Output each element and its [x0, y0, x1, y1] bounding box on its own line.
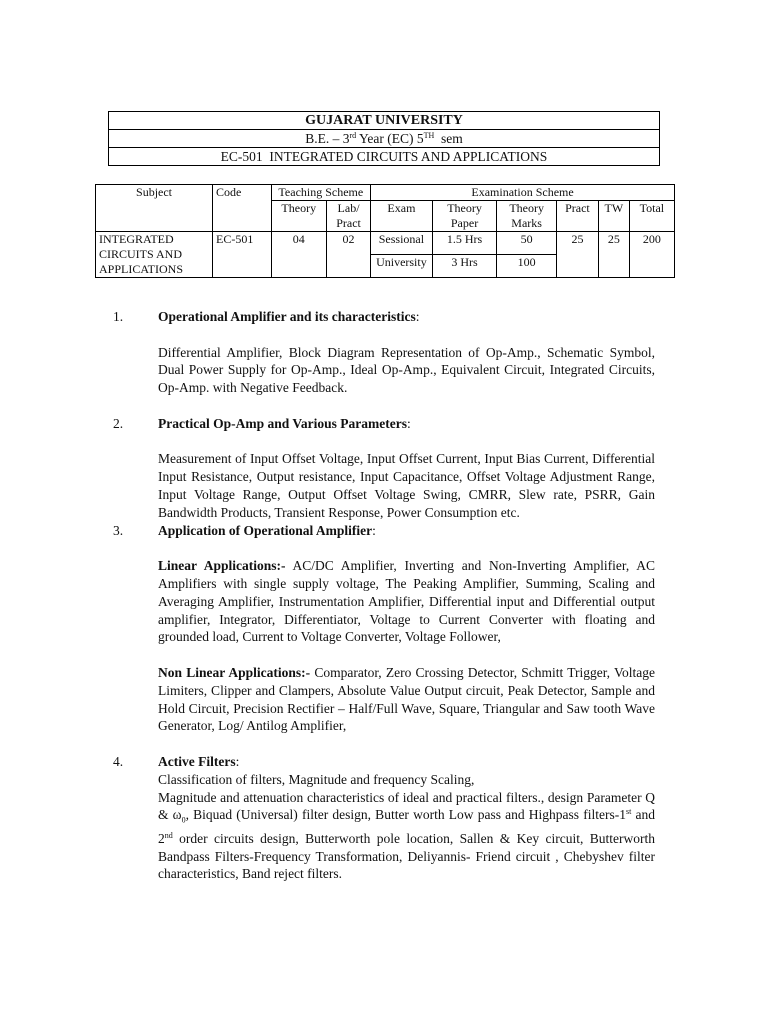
linear-applications — [113, 557, 655, 646]
linear-applications-label: Linear Applications:- — [158, 558, 286, 574]
section-1-body: Differential Amplifier, Block Diagram Representation of Op-Amp., Schematic Symbol, Dual Power Supply for Op-Amp., Ideal Op-Amp., Equivalent Circuit, Integrated Circuits, Op-Amp. with Negative Feedback. — [158, 344, 655, 396]
section-4-body — [113, 789, 655, 884]
course-mid: Year (EC) 5 — [356, 131, 424, 146]
course-line — [109, 130, 660, 148]
header-lab-pract: Lab/ Pract — [326, 201, 370, 232]
header-subject: Subject — [96, 185, 213, 232]
cell-code: EC-501 — [213, 232, 272, 278]
nonlinear-applications — [113, 664, 655, 735]
course-sup-th: TH — [423, 131, 435, 140]
header-total: Total — [629, 201, 674, 232]
cell-theory: 04 — [271, 232, 326, 278]
section-number: 1. — [113, 309, 124, 324]
course-sup-rd: rd — [349, 131, 357, 140]
section-number: 3. — [113, 522, 124, 538]
header-tw: TW — [598, 201, 629, 232]
course-suffix: sem — [434, 131, 463, 146]
section-4-line-1: Classification of filters, Magnitude and frequency Scaling, — [158, 771, 475, 787]
sup-nd: nd — [164, 830, 173, 840]
header-pract: Pract — [556, 201, 598, 232]
header-examination-scheme: Examination Scheme — [371, 185, 675, 201]
cell-paper-sessional: 1.5 Hrs — [432, 232, 497, 255]
section-1-heading: 1. Operational Amplifier and its characteristics: — [113, 309, 420, 324]
linear-applications-text: AC/DC Amplifier, Inverting and Non-Inverting Amplifier, AC Amplifiers with single supply voltage, The Peaking Amplifier, Summing, Scaling and Averaging Amplifier, Instrumentation Amplifier, Differential input and Differential output amplifier, Integrator, Differentiator, Voltage to Current Converter with floating and grounded load, Current to Voltage Converter, Voltage Follower, — [158, 558, 655, 645]
section-title: Application of Operational Amplifier — [158, 522, 373, 538]
section-title: Practical Op-Amp and Various Parameters — [158, 415, 407, 431]
header-table — [108, 111, 660, 166]
nonlinear-applications-label: Non Linear Applications:- — [158, 664, 311, 680]
section-4-text-c: and 2 — [158, 807, 656, 846]
cell-pract: 25 — [556, 232, 598, 278]
course-prefix: B.E. – 3 — [305, 131, 350, 146]
header-code: Code — [213, 185, 272, 232]
cell-exam-sessional: Sessional — [371, 232, 433, 255]
subject-line: EC-501 INTEGRATED CIRCUITS AND APPLICATIONS — [109, 148, 660, 166]
section-number: 4. — [113, 753, 124, 769]
section-title: Operational Amplifier and its characteristics — [158, 309, 416, 324]
cell-subject: INTEGRATED CIRCUITS AND APPLICATIONS — [96, 232, 213, 278]
section-4-text-d: order circuits design, Butterworth pole location, Sallen & Key circuit, Butterworth Bandpass Filters-Frequency Transformation, Deliyannis- Friend circuit , Chebyshev filter characteristics, Band reject filters. — [158, 830, 655, 882]
section-4-text-b: , Biquad (Universal) filter design, Butter worth Low pass and Highpass filters-1 — [185, 807, 626, 823]
section-2-body: Measurement of Input Offset Voltage, Input Offset Current, Input Bias Current, Differential Input Resistance, Output resistance, Input Capacitance, Offset Voltage Adjustment Range, Input Voltage Range, Output Offset Voltage Swing, CMRR, Slew rate, PSRR, Gain Bandwidth Products, Transient Response, Power Consumption etc. — [158, 451, 655, 520]
cell-exam-university: University — [371, 255, 433, 278]
section-4-heading: 4. Active Filters: — [113, 753, 240, 769]
cell-tw: 25 — [598, 232, 629, 278]
cell-paper-university: 3 Hrs — [432, 255, 497, 278]
header-theory-paper: Theory Paper — [432, 201, 497, 232]
header-exam: Exam — [371, 201, 433, 232]
syllabus-body — [113, 308, 655, 883]
section-number: 2. — [113, 415, 124, 431]
section-2-heading: 2. Practical Op-Amp and Various Parameters: — [113, 415, 411, 431]
sup-st: st — [625, 807, 632, 817]
section-3-heading: 3. Application of Operational Amplifier: — [113, 522, 376, 538]
section-title: Active Filters — [158, 753, 236, 769]
header-teaching-scheme: Teaching Scheme — [271, 185, 371, 201]
section-4-text-a: Magnitude and attenuation characteristics of ideal and practical filters., design Parameter Q & ω — [158, 789, 655, 823]
university-title: GUJARAT UNIVERSITY — [109, 112, 660, 130]
header-theory: Theory — [271, 201, 326, 232]
cell-lab: 02 — [326, 232, 370, 278]
omega-subscript: 0 — [181, 816, 186, 825]
scheme-table — [95, 184, 675, 278]
cell-total: 200 — [629, 232, 674, 278]
header-theory-marks: Theory Marks — [497, 201, 557, 232]
nonlinear-applications-text: Comparator, Zero Crossing Detector, Schmitt Trigger, Voltage Limiters, Clipper and Clampers, Absolute Value Output circuit, Peak Detector, Sample and Hold Circuit, Precision Rectifier – Half/Full Wave, Square, Triangular and Saw tooth Wave Generator, Log/ Antilog Amplifier, — [158, 664, 655, 734]
cell-marks-university: 100 — [497, 255, 557, 278]
cell-marks-sessional: 50 — [497, 232, 557, 255]
